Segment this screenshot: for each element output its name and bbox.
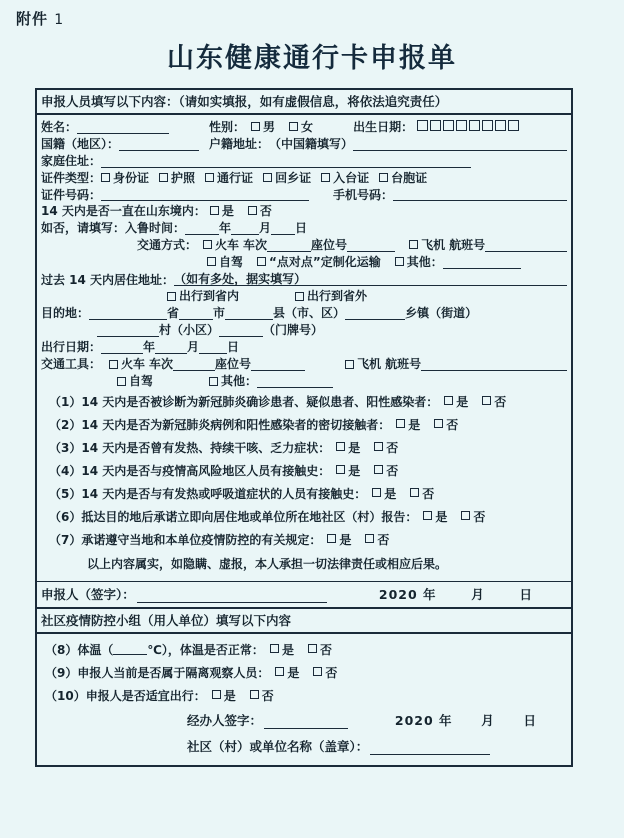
- plane-label: 飞机: [421, 238, 446, 253]
- signature-month: 月: [471, 586, 485, 602]
- checkbox-icon[interactable]: [117, 377, 126, 386]
- id-type-option-travelpermit[interactable]: [205, 172, 253, 185]
- question-9-text: 申报人当前是否属于隔离观察人员：: [77, 665, 270, 680]
- entry-year-unit: 年: [219, 221, 232, 236]
- yes-label: 是: [435, 509, 448, 524]
- checkbox-icon[interactable]: [270, 644, 279, 653]
- no-label: 否: [325, 665, 338, 680]
- in-shandong-yes[interactable]: [210, 205, 234, 218]
- id-number-input[interactable]: [101, 188, 309, 201]
- handler-signature-row: [37, 707, 571, 733]
- question-4-no: （4）: [49, 463, 82, 478]
- checkbox-icon[interactable]: [308, 644, 317, 653]
- transport-mode-label: 交通方式：: [137, 238, 198, 253]
- handler-day: 日: [523, 712, 537, 728]
- birth-digit-box[interactable]: [430, 120, 441, 131]
- checkbox-icon[interactable]: [248, 206, 257, 215]
- question-5-yes[interactable]: [372, 485, 396, 502]
- question-row-8: [37, 638, 571, 661]
- checkbox-icon[interactable]: [482, 396, 491, 405]
- row-id-type: [41, 170, 567, 187]
- phone-input[interactable]: [393, 188, 567, 201]
- row-destination-2: [41, 322, 567, 339]
- signature-year: 2020 年: [378, 586, 437, 602]
- checkbox-icon[interactable]: [251, 122, 260, 131]
- transport-other-label: 其他：: [406, 255, 443, 270]
- checkbox-icon[interactable]: [372, 488, 381, 497]
- yes-label: 是: [339, 532, 352, 547]
- question-7-no-option[interactable]: [365, 531, 389, 548]
- train-no-label: 车次: [243, 238, 268, 253]
- no-label: 否: [386, 440, 399, 455]
- row-past14-address: [41, 271, 567, 289]
- question-4-no-option[interactable]: [374, 462, 398, 479]
- id-type-label-4: 入台证: [333, 170, 370, 185]
- question-3-yes[interactable]: [336, 439, 360, 456]
- checkbox-icon[interactable]: [210, 206, 219, 215]
- flight-no-input[interactable]: [485, 239, 567, 252]
- question-2-no: （2）: [49, 417, 82, 432]
- transport-plane[interactable]: [409, 239, 445, 252]
- checkbox-icon[interactable]: [365, 534, 374, 543]
- vehicle-seat-no-input[interactable]: [251, 358, 305, 371]
- question-1-no-option[interactable]: [482, 393, 506, 410]
- checkbox-icon[interactable]: [257, 257, 266, 266]
- question-4-answers: [336, 462, 412, 479]
- household-address-input[interactable]: [353, 138, 567, 151]
- destination-city-input[interactable]: [179, 307, 213, 320]
- row-trip-scope: [41, 288, 567, 305]
- past14-address-input[interactable]: [306, 273, 567, 286]
- gender-option-male[interactable]: [251, 121, 275, 134]
- no-label: 否: [261, 688, 274, 703]
- past14-address-hint: （如有多处，据实填写）: [174, 271, 307, 286]
- id-type-label-1: 护照: [171, 170, 196, 185]
- birth-digit-box[interactable]: [482, 120, 493, 131]
- row-vehicle-2: [41, 373, 567, 390]
- question-5-answers: [372, 485, 448, 502]
- question-8-unit: ℃），: [147, 642, 180, 657]
- question-8-text: 体温是否正常：: [179, 642, 264, 657]
- question-row-9: [37, 661, 571, 684]
- question-1-text: 14 天内是否被诊断为新冠肺炎确诊患者、疑似患者、阳性感染者：: [81, 394, 439, 409]
- name-input[interactable]: [77, 121, 169, 134]
- applicant-signature-row: [37, 581, 571, 607]
- form-frame: [35, 88, 573, 767]
- question-10-answers: [212, 687, 288, 704]
- question-10-no: （10）: [45, 688, 86, 703]
- vehicle-train-no-label: 车次: [149, 357, 174, 372]
- no-label: 否: [259, 204, 272, 219]
- gender-option-female[interactable]: [289, 121, 313, 134]
- checkbox-icon[interactable]: [205, 173, 214, 182]
- checkbox-icon[interactable]: [434, 419, 443, 428]
- yes-label: 是: [348, 463, 361, 478]
- no-label: 否: [494, 394, 507, 409]
- question-9-no-option[interactable]: [313, 664, 337, 681]
- handler-signature-date: [395, 711, 571, 729]
- home-address-input[interactable]: [101, 155, 471, 168]
- checkbox-icon[interactable]: [159, 173, 168, 182]
- phone-label: 手机号码：: [333, 187, 394, 202]
- question-row-4: [41, 459, 567, 482]
- question-10-yes[interactable]: [212, 687, 236, 704]
- attachment-text: 附件: [16, 10, 49, 28]
- entry-day-unit: 日: [295, 221, 308, 236]
- entry-year-input[interactable]: [185, 222, 219, 235]
- question-row-2: [41, 413, 567, 436]
- id-type-option-taiwancompatriot[interactable]: [379, 172, 427, 185]
- checkbox-icon[interactable]: [395, 257, 404, 266]
- question-9-yes[interactable]: [275, 664, 299, 681]
- question-row-5: [41, 482, 567, 505]
- question-1-no: （1）: [49, 394, 82, 409]
- home-address-label: 家庭住址：: [41, 154, 102, 168]
- checkbox-icon[interactable]: [289, 122, 298, 131]
- checkbox-icon[interactable]: [345, 360, 354, 369]
- applicant-section-band: 申报人员填写以下内容：（请如实填报，如有虚假信息，将依法追究责任）: [37, 90, 571, 115]
- question-2-text: 14 天内是否为新冠肺炎病例和阳性感染者的密切接触者：: [81, 417, 391, 432]
- destination-village-unit: 村（小区）: [159, 323, 220, 338]
- household-address-label: 户籍地址：: [209, 137, 270, 151]
- train-no-input[interactable]: [267, 239, 311, 252]
- birth-date-boxes[interactable]: [417, 120, 521, 134]
- checkbox-icon[interactable]: [295, 292, 304, 301]
- row-nationality-household: [41, 136, 567, 153]
- checkbox-icon[interactable]: [207, 257, 216, 266]
- question-7-answers: [327, 531, 403, 548]
- question-6-answers: [423, 508, 499, 525]
- checkbox-icon[interactable]: [444, 396, 453, 405]
- entry-month-unit: 月: [259, 221, 272, 236]
- checkbox-icon[interactable]: [321, 173, 330, 182]
- seat-no-input[interactable]: [347, 239, 395, 252]
- checkbox-icon[interactable]: [263, 173, 272, 182]
- question-3-no: （3）: [49, 440, 82, 455]
- nationality-label: 国籍（地区）：: [41, 137, 120, 151]
- yes-label: 是: [281, 642, 294, 657]
- vehicle-self-drive[interactable]: [117, 375, 153, 388]
- yes-label: 是: [456, 394, 469, 409]
- no-label: 否: [377, 532, 390, 547]
- in-shandong-no[interactable]: [248, 205, 272, 218]
- question-8-prefix: 体温（: [77, 642, 114, 657]
- declaration-text: 以上内容属实，如隐瞒、虚报，本人承担一切法律责任或相应后果。: [87, 556, 448, 571]
- row-home-address: [41, 153, 567, 170]
- checkbox-icon[interactable]: [423, 511, 432, 520]
- in-shandong-question: 14 天内是否一直在山东境内：: [41, 204, 206, 219]
- checkbox-icon[interactable]: [275, 667, 284, 676]
- applicant-signature-label: 申报人（签字）：: [41, 586, 135, 602]
- handler-month: 月: [481, 712, 495, 728]
- destination-county-unit: 县（市、区）: [273, 306, 346, 321]
- gender-label: 性别：: [209, 120, 246, 134]
- question-9-no: （9）: [45, 665, 78, 680]
- question-7-yes[interactable]: [327, 531, 351, 548]
- question-4-text: 14 天内是否与疫情高风险地区人员有接触史：: [81, 463, 331, 478]
- applicant-signature-date: [379, 585, 567, 603]
- depart-month-unit: 月: [187, 340, 200, 355]
- question-8-no-option[interactable]: [308, 641, 332, 658]
- train-label: 火车: [215, 238, 240, 253]
- handler-year: 2020 年: [394, 712, 453, 728]
- no-label: 否: [319, 642, 332, 657]
- checkbox-icon[interactable]: [374, 465, 383, 474]
- destination-village-input[interactable]: [97, 324, 159, 337]
- entry-month-input[interactable]: [231, 222, 259, 235]
- id-type-option-idcard[interactable]: [101, 172, 149, 185]
- vehicle-self-drive-label: 自驾: [129, 374, 154, 389]
- trip-in-province[interactable]: [167, 290, 239, 303]
- question-10-text: 申报人是否适宜出行：: [85, 688, 206, 703]
- id-type-option-homereturn[interactable]: [263, 172, 311, 185]
- birth-digit-box[interactable]: [456, 120, 467, 131]
- question-1-answers: [444, 393, 520, 410]
- checkbox-icon[interactable]: [336, 465, 345, 474]
- checkbox-icon[interactable]: [109, 360, 118, 369]
- vehicle-train-no-input[interactable]: [173, 358, 215, 371]
- attachment-number: 1: [54, 12, 65, 28]
- yes-label: 是: [221, 204, 234, 219]
- self-drive-label: 自驾: [219, 255, 244, 270]
- flight-no-label: 航班号: [449, 238, 486, 253]
- row-id-number-phone: [41, 186, 567, 203]
- temperature-input[interactable]: [113, 643, 147, 655]
- vehicle-label: 交通工具：: [41, 357, 102, 372]
- destination-town-input[interactable]: [345, 307, 405, 320]
- past14-address-label: 过去 14 天内居住地址：: [41, 272, 175, 287]
- checkbox-icon[interactable]: [167, 292, 176, 301]
- yes-label: 是: [223, 688, 236, 703]
- checkbox-icon[interactable]: [410, 488, 419, 497]
- unit-name-input[interactable]: [370, 742, 490, 755]
- question-7-no: （7）: [49, 532, 82, 547]
- id-number-label: 证件号码：: [41, 187, 102, 202]
- no-label: 否: [473, 509, 486, 524]
- gender-female-label: 女: [301, 120, 314, 134]
- destination-county-input[interactable]: [225, 307, 273, 320]
- checkbox-icon[interactable]: [396, 419, 405, 428]
- question-6-yes[interactable]: [423, 508, 447, 525]
- depart-day-input[interactable]: [199, 341, 227, 354]
- row-in-shandong: [41, 203, 567, 220]
- question-row-10: [37, 684, 571, 707]
- vehicle-plane-label: 飞机: [357, 357, 382, 372]
- depart-date-label: 出行日期：: [41, 340, 102, 355]
- question-2-yes[interactable]: [396, 416, 420, 433]
- yes-label: 是: [408, 417, 421, 432]
- question-3-text: 14 天内是否曾有发热、持续干咳、乏力症状：: [81, 440, 331, 455]
- id-type-label-2: 通行证: [217, 170, 254, 185]
- point-to-point-label: “点对点”定制化运输: [269, 255, 381, 270]
- community-section-band: 社区疫情防控小组（用人单位）填写以下内容: [37, 607, 571, 634]
- question-10-no-option[interactable]: [250, 687, 274, 704]
- row-entry-time: [41, 220, 567, 237]
- entry-time-label: 如否，请填写：入鲁时间：: [41, 221, 186, 236]
- question-row-1: [41, 390, 567, 413]
- checkbox-icon[interactable]: [409, 240, 418, 249]
- depart-month-input[interactable]: [155, 341, 187, 354]
- checkbox-icon[interactable]: [327, 534, 336, 543]
- trip-out-province-label: 出行到省外: [307, 289, 368, 304]
- question-1-yes[interactable]: [444, 393, 468, 410]
- checkbox-icon[interactable]: [212, 690, 221, 699]
- depart-year-input[interactable]: [101, 341, 143, 354]
- question-5-text: 14 天内是否与有发热或呼吸道症状的人员有接触史：: [81, 486, 367, 501]
- row-transport-mode-1: [41, 237, 567, 254]
- signature-day: 日: [519, 586, 533, 602]
- vehicle-other-input[interactable]: [257, 375, 333, 388]
- question-2-answers: [396, 416, 472, 433]
- destination-houseno-unit: （门牌号）: [263, 323, 324, 338]
- applicant-fields: [37, 115, 571, 581]
- destination-label: 目的地：: [41, 306, 90, 321]
- entry-day-input[interactable]: [271, 222, 295, 235]
- vehicle-train-label: 火车: [121, 357, 146, 372]
- row-name-gender-birth: [41, 118, 567, 136]
- question-row-6: [41, 505, 567, 528]
- vehicle-other-label: 其他：: [221, 374, 258, 389]
- unit-name-label: 社区（村）或单位名称（盖章）：: [187, 738, 369, 754]
- page-title: 山东健康通行卡申报单: [167, 43, 457, 74]
- checkbox-icon[interactable]: [101, 173, 110, 182]
- row-vehicle-1: [41, 356, 567, 373]
- name-label: 姓名：: [41, 120, 78, 134]
- checkbox-icon[interactable]: [379, 173, 388, 182]
- checkbox-icon[interactable]: [203, 240, 212, 249]
- transport-other-input[interactable]: [443, 256, 521, 269]
- checkbox-icon[interactable]: [250, 690, 259, 699]
- row-destination-1: [41, 305, 567, 322]
- question-row-3: [41, 436, 567, 459]
- row-transport-mode-2: [41, 254, 567, 271]
- vehicle-flight-no-input[interactable]: [421, 358, 567, 371]
- yes-label: 是: [384, 486, 397, 501]
- question-4-yes[interactable]: [336, 462, 360, 479]
- trip-in-province-label: 出行到省内: [179, 289, 240, 304]
- transport-train[interactable]: [203, 239, 239, 252]
- checkbox-icon[interactable]: [313, 667, 322, 676]
- handler-signature-label: 经办人签字：: [187, 712, 263, 728]
- question-8-yes[interactable]: [270, 641, 294, 658]
- no-label: 否: [446, 417, 459, 432]
- question-3-no-option[interactable]: [374, 439, 398, 456]
- vehicle-plane[interactable]: [345, 358, 381, 371]
- vehicle-other[interactable]: [209, 375, 257, 388]
- question-5-no-option[interactable]: [410, 485, 434, 502]
- id-type-option-passport[interactable]: [159, 172, 195, 185]
- question-8-answers: [270, 641, 346, 658]
- destination-houseno-input[interactable]: [219, 324, 263, 337]
- gender-male-label: 男: [263, 120, 276, 134]
- question-6-no: （6）: [49, 509, 82, 524]
- transport-point-to-point[interactable]: [257, 256, 381, 269]
- seat-no-label: 座位号: [311, 238, 348, 253]
- id-type-label-0: 身份证: [113, 170, 150, 185]
- birth-digit-box[interactable]: [508, 120, 519, 131]
- checkbox-icon[interactable]: [461, 511, 470, 520]
- transport-self-drive[interactable]: [207, 256, 243, 269]
- depart-day-unit: 日: [227, 340, 240, 355]
- checkbox-icon[interactable]: [374, 442, 383, 451]
- attachment-label: [16, 8, 64, 29]
- id-type-label: 证件类型：: [41, 170, 102, 185]
- question-6-text: 抵达目的地后承诺立即向居住地或单位所在地社区（村）报告：: [81, 509, 418, 524]
- birth-digit-box[interactable]: [469, 120, 480, 131]
- vehicle-flight-no-label: 航班号: [385, 357, 422, 372]
- question-2-no-option[interactable]: [434, 416, 458, 433]
- destination-town-unit: 乡镇（街道）: [405, 306, 478, 321]
- destination-province-unit: 省: [167, 306, 180, 321]
- transport-other[interactable]: [395, 256, 443, 269]
- applicant-signature-input[interactable]: [137, 590, 327, 603]
- row-depart-date: [41, 339, 567, 356]
- destination-province-input[interactable]: [89, 307, 167, 320]
- question-6-no-option[interactable]: [461, 508, 485, 525]
- vehicle-seat-no-label: 座位号: [215, 357, 252, 372]
- question-8-no: （8）: [45, 642, 78, 657]
- question-7-text: 承诺遵守当地和本单位疫情防控的有关规定：: [81, 532, 322, 547]
- no-label: 否: [386, 463, 399, 478]
- birth-date-label: 出生日期：: [353, 120, 414, 134]
- id-type-option-taiwanentry[interactable]: [321, 172, 369, 185]
- handler-signature-input[interactable]: [264, 716, 348, 729]
- yes-label: 是: [348, 440, 361, 455]
- nationality-input[interactable]: [119, 138, 199, 151]
- question-3-answers: [336, 439, 412, 456]
- no-label: 否: [422, 486, 435, 501]
- birth-digit-box[interactable]: [443, 120, 454, 131]
- question-row-7: [41, 528, 567, 551]
- question-5-no: （5）: [49, 486, 82, 501]
- unit-name-row: [37, 733, 571, 759]
- destination-city-unit: 市: [213, 306, 226, 321]
- depart-year-unit: 年: [143, 340, 156, 355]
- birth-digit-box[interactable]: [417, 120, 428, 131]
- household-address-hint: （中国籍填写）: [269, 137, 354, 151]
- id-type-label-5: 台胞证: [391, 170, 428, 185]
- vehicle-train[interactable]: [109, 358, 145, 371]
- yes-label: 是: [287, 665, 300, 680]
- checkbox-icon[interactable]: [336, 442, 345, 451]
- trip-out-province[interactable]: [295, 290, 367, 303]
- checkbox-icon[interactable]: [209, 377, 218, 386]
- birth-digit-box[interactable]: [495, 120, 506, 131]
- id-type-label-3: 回乡证: [275, 170, 312, 185]
- community-fields: [37, 634, 571, 765]
- question-9-answers: [275, 664, 351, 681]
